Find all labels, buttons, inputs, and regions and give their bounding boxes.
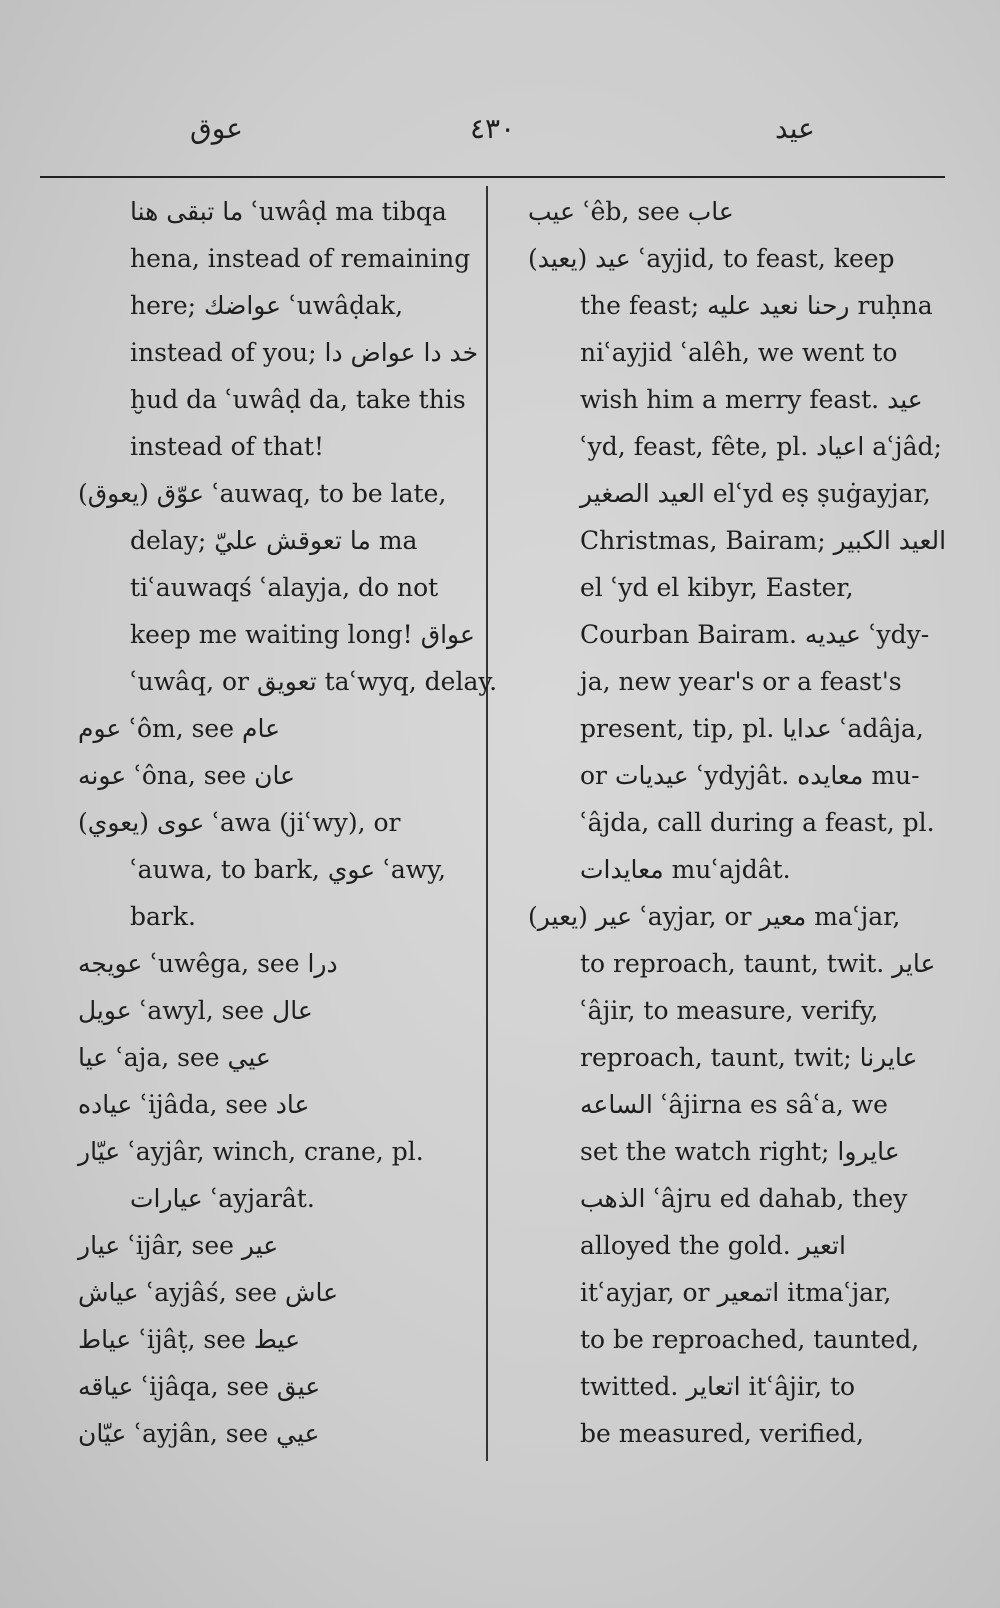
header-right-word: عيد [775, 112, 815, 145]
text-line: الذهب ʿâjru ed dahab, they [580, 1184, 908, 1213]
text-line: عيب ʿêb, see عاب [528, 197, 734, 226]
text-line: عويل ʿawyl, see عال [78, 996, 313, 1025]
header-rule [40, 176, 945, 178]
text-line: tiʿauwaqś ʿalayja, do not [130, 573, 439, 602]
text-line: ʿyd, feast, fête, pl. اعياد aʿjâd; [580, 432, 942, 461]
text-line: here; عواضك ʿuwâḍak, [130, 291, 404, 320]
text-line: ʿuwâq, or تعويق taʿwyq, delay. [130, 667, 498, 696]
text-line: عيّان ʿayjân, see عيي [78, 1419, 320, 1448]
text-line: be measured, verified, [580, 1419, 865, 1448]
text-line: عوم ʿôm, see عام [78, 714, 280, 743]
text-line: hena, instead of remaining [130, 244, 471, 273]
text-line: عوى (يعوي) ʿawa (jiʿwy), or [78, 808, 401, 837]
text-line: instead of that! [130, 432, 325, 461]
text-line: ما تبقى هنا ʿuwâḍ ma tibqa [130, 197, 447, 226]
text-line: عوّق (يعوق) ʿauwaq, to be late, [78, 479, 447, 508]
text-line: or عيديات ʿydyjât. معايده mu- [580, 761, 920, 790]
text-line: عيد (يعيد) ʿayjid, to feast, keep [528, 244, 895, 273]
text-line: ja, new year's or a feast's [580, 667, 902, 696]
left-column [78, 188, 498, 1457]
text-line: present, tip, pl. عدايا ʿadâja, [580, 714, 924, 743]
text-line: عيار ʿijâr, see عير [78, 1231, 279, 1260]
text-line: عيا ʿaja, see عيي [78, 1043, 271, 1072]
text-line: niʿayjid ʿalêh, we went to [580, 338, 898, 367]
text-line: عيّار ʿayjâr, winch, crane, pl. [78, 1137, 424, 1166]
text-line: alloyed the gold. اتعير [580, 1231, 846, 1260]
page-header [40, 112, 945, 162]
text-line: عيارات ʿayjarât. [130, 1184, 315, 1213]
text-line: el ʿyd el kibyr, Easter, [580, 573, 854, 602]
text-line: to be reproached, taunted, [580, 1325, 920, 1354]
text-line: Courban Bairam. عيديه ʿydy- [580, 620, 930, 649]
text-line: عونه ʿôna, see عان [78, 761, 296, 790]
text-line: itʿayjar, or اتمعير itmaʿjar, [580, 1278, 892, 1307]
text-line: الساعه ʿâjirna es sâʿa, we [580, 1090, 888, 1119]
text-line: reproach, taunt, twit; عايرنا [580, 1043, 918, 1072]
text-line: عياش ʿayjâś, see عاش [78, 1278, 339, 1307]
text-line: العيد الصغير elʿyd eṣ ṣuġayjar, [580, 479, 931, 508]
text-line: delay; ما تعوقش عليّ ma [130, 526, 418, 555]
text-line: ḫud da ʿuwâḍ da, take this [130, 385, 466, 414]
text-line: عويجه ʿuwêga, see درا [78, 949, 338, 978]
text-line: instead of you; خد دا عواض دا [130, 338, 479, 367]
text-line: عياقه ʿijâqa, see عيق [78, 1372, 321, 1401]
text-line: twitted. اتعاير itʿâjir, to [580, 1372, 856, 1401]
text-line: معايدات muʿajdât. [580, 855, 791, 884]
right-column [528, 188, 956, 1457]
text-line: Christmas, Bairam; العيد الكبير [580, 526, 947, 555]
text-line: set the watch right; عايروا [580, 1137, 900, 1166]
page-number: ٤٣٠ [470, 112, 516, 145]
text-line: عير (يعير) ʿayjar, or معير maʿjar, [528, 902, 901, 931]
text-line: عياط ʿijâṭ, see عيط [78, 1325, 300, 1354]
text-line: ʿâjda, call during a feast, pl. [580, 808, 935, 837]
text-line: to reproach, taunt, twit. عاير [580, 949, 936, 978]
text-line: ʿauwa, to bark, عوي ʿawy, [130, 855, 446, 884]
text-line: the feast; رحنا نعيد عليه ruḥna [580, 291, 933, 320]
text-line: wish him a merry feast. عيد [580, 385, 923, 414]
text-line: bark. [130, 902, 196, 931]
column-divider [486, 186, 488, 1461]
text-line: عياده ʿijâda, see عاد [78, 1090, 310, 1119]
text-line: ʿâjir, to measure, verify, [580, 996, 879, 1025]
text-line: keep me waiting long! عواق [130, 620, 475, 649]
header-left-word: عوق [190, 112, 243, 145]
